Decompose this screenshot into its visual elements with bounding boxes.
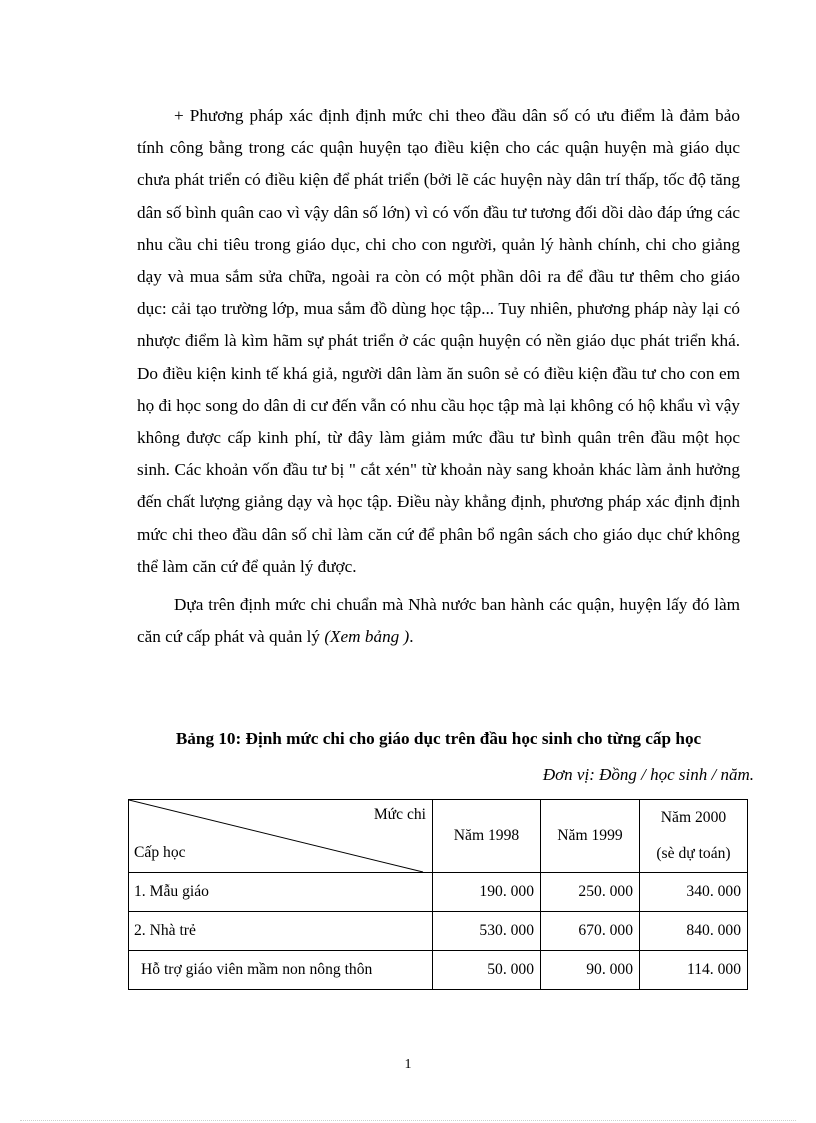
cell-2000: 114. 000	[640, 951, 748, 990]
row-label: 2. Nhà trẻ	[129, 912, 433, 951]
cell-1999: 670. 000	[541, 912, 640, 951]
table-row	[129, 951, 748, 990]
table-reference: (Xem bảng )	[324, 627, 410, 647]
table-corner-cell	[129, 800, 433, 873]
row-label: Hỗ trợ giáo viên mầm non nông thôn	[129, 951, 433, 990]
table-row	[129, 912, 748, 951]
corner-label-spending: Mức chi	[373, 806, 426, 823]
cell-1999: 250. 000	[541, 873, 640, 912]
paragraph-norm-reference	[137, 589, 740, 653]
corner-label-level: Cấp học	[134, 844, 186, 861]
table-unit: Đơn vị: Đồng / học sinh / năm.	[542, 765, 754, 784]
cell-1999: 90. 000	[541, 951, 640, 990]
page-bottom-rule	[20, 1120, 796, 1121]
col-header-2000-note: (sè dự toán)	[656, 845, 731, 862]
cell-2000: 840. 000	[640, 912, 748, 951]
paragraph-method-analysis: + Phương pháp xác định định mức chi theo đầu dân số có ưu điểm là đảm bảo tính công bằng trong các quận huyện tạo điều kiện cho các quận huyện mà giáo dục chưa phát triển có điều kiện để phát triển (bởi lẽ các huyện này dân trí thấp, tốc độ tăng dân số bình quân cao vì vậy dân số lớn) vì có vốn đầu tư tương đối dồi dào đáp ứng các nhu cầu chi tiêu trong giáo dục, chi cho con người, quản lý hành chính, chi cho giảng dạy và mua sắm sửa chữa, ngoài ra còn có một phần dôi ra để đầu tư thêm cho giáo dục: cải tạo trường lớp, mua sắm đồ dùng học tập... Tuy nhiên, phương pháp này lại có nhược điểm là kìm hãm sự phát triển ở các quận huyện có nền giáo dục phát triển khá. Do điều kiện kinh tế khá giả, người dân làm ăn suôn sẻ có điều kiện đầu tư cho con em họ đi học song do dân di cư đến vẫn có nhu cầu học tập mà lại không có hộ khẩu vì vậy không được cấp kinh phí, từ đây làm giảm mức đầu tư bình quân trên đầu một học sinh. Các khoản vốn đầu tư bị " cắt xén" từ khoản này sang khoản khác làm ảnh hưởng đến chất lượng giảng dạy và học tập. Điều này khẳng định, phương pháp xác định định mức chi theo đầu dân số chỉ làm căn cứ để phân bổ ngân sách cho giáo dục chứ không thể làm căn cứ để quản lý được.	[137, 106, 740, 576]
table-header-row	[129, 800, 748, 873]
col-header-1998: Năm 1998	[433, 800, 541, 873]
cell-1998: 530. 000	[433, 912, 541, 951]
cell-1998: 50. 000	[433, 951, 541, 990]
paragraph-norm-text: Dựa trên định mức chi chuẩn mà Nhà nước ban hành các quận, huyện lấy đó làm căn cứ cấp phát và quản lý	[137, 595, 740, 647]
col-header-2000	[640, 800, 748, 873]
col-header-2000-year: Năm 2000	[660, 809, 727, 826]
cell-1998: 190. 000	[433, 873, 541, 912]
spending-norm-table	[128, 799, 748, 990]
row-label: 1. Mẫu giáo	[129, 873, 433, 912]
table-row	[129, 873, 748, 912]
col-header-1999: Năm 1999	[541, 800, 640, 873]
paragraph-end-period: .	[409, 627, 414, 647]
cell-2000: 340. 000	[640, 873, 748, 912]
page-number: 1	[404, 1057, 412, 1072]
table-title: Bảng 10: Định mức chi cho giáo dục trên đầu học sinh cho từng cấp học	[175, 729, 702, 748]
body-text	[137, 100, 740, 653]
